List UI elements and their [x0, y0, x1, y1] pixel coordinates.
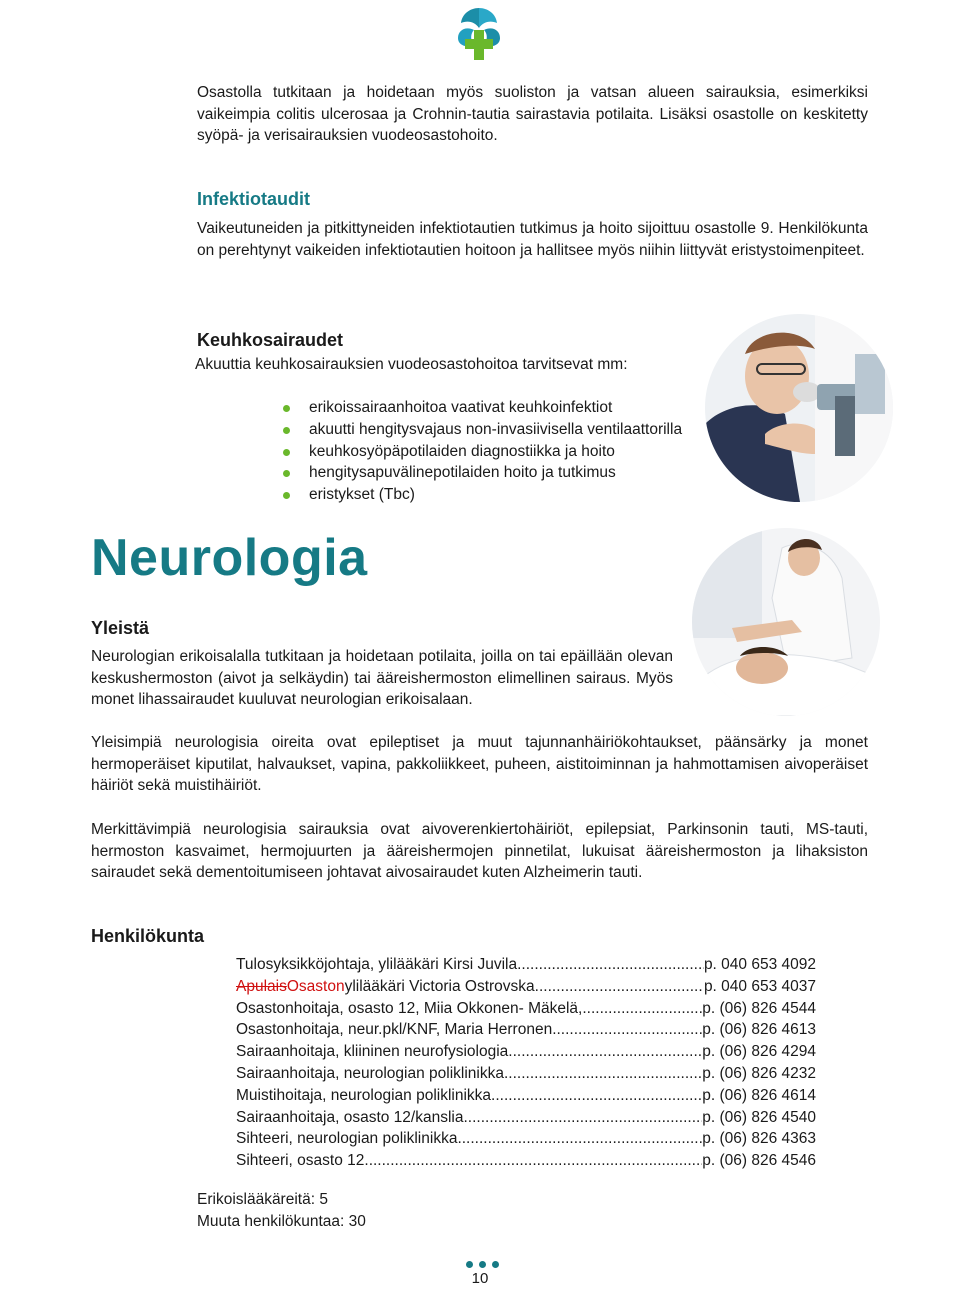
list-item-text: hengitysapuvälinepotilaiden hoito ja tutkimus	[309, 464, 616, 482]
staff-list	[236, 954, 816, 1172]
staff-name: Osastonhoitaja, neur.pkl/KNF, Maria Herronen	[236, 1021, 553, 1039]
neurology-exam-photo	[692, 528, 880, 716]
henkilokunta-heading: Henkilökunta	[91, 926, 205, 946]
list-item	[273, 397, 713, 419]
staff-row	[236, 1085, 816, 1107]
deleted-text: Apulais	[236, 977, 287, 995]
staff-phone: p. (06) 826 4546	[702, 1152, 816, 1170]
staff-row	[236, 1063, 816, 1085]
neurologia-paragraph-1: Neurologian erikoisalalla tutkitaan ja hoidetaan potilaita, joilla on tai epäillään olevan keskushermoston (aivot ja selkäydin) tai ääreishermoston elimellinen sairaus. Myös monet lihassairaudet kuuluvat neurologian erikoisalaan.	[91, 648, 673, 708]
staff-row	[236, 954, 816, 976]
staff-name: Sairaanhoitaja, osasto 12/kanslia	[236, 1108, 464, 1126]
list-item	[273, 441, 713, 463]
dot-leader	[457, 1128, 702, 1150]
list-item-text: erikoissairaanhoitoa vaativat keuhkoinfektiot	[309, 399, 613, 416]
list-item	[273, 462, 713, 484]
muuta-henkilokuntaa-count: Muuta henkilökuntaa: 30	[197, 1213, 366, 1230]
staff-name	[236, 976, 535, 998]
neurologia-paragraph-2: Yleisimpiä neurologisia oireita ovat epileptiset ja muut tajunnanhäiriökohtaukset, päänsärky ja monet hermoperäiset kiputilat, halvaukset, vapina, pakkoliikkeet, puheen, aistitoiminnan ja hahmottamisen aivoperäiset häiriöt sekä muistihäiriöt.	[91, 734, 868, 794]
neurologia-title: Neurologia	[91, 529, 368, 587]
staff-name-rest: ylilääkäri Victoria Ostrovska	[344, 977, 535, 995]
staff-row	[236, 976, 816, 998]
spirometry-photo	[705, 314, 893, 502]
staff-row	[236, 1019, 816, 1041]
staff-phone: p. (06) 826 4540	[702, 1108, 816, 1126]
staff-phone: p. (06) 826 4614	[702, 1086, 816, 1104]
staff-name: Osastonhoitaja, osasto 12, Miia Okkonen- Mäkelä,	[236, 999, 583, 1017]
staff-name: Sairaanhoitaja, kliininen neurofysiologia	[236, 1043, 509, 1061]
staff-row	[236, 1107, 816, 1129]
staff-phone: p. (06) 826 4363	[702, 1130, 816, 1148]
keuhko-heading: Keuhkosairaudet	[197, 330, 344, 350]
bullet-icon	[283, 492, 290, 499]
dot-leader	[582, 998, 702, 1020]
bullet-icon	[283, 405, 290, 412]
staff-row	[236, 998, 816, 1020]
yleista-heading: Yleistä	[91, 618, 150, 638]
staff-phone: p. (06) 826 4613	[702, 1021, 816, 1039]
erikoislaakareita-count: Erikoislääkäreitä: 5	[197, 1191, 328, 1208]
staff-name: Tulosyksikköjohtaja, ylilääkäri Kirsi Juvila	[236, 956, 518, 973]
staff-phone: p. (06) 826 4232	[702, 1064, 816, 1082]
cross-logo	[448, 4, 510, 66]
footer-dots-icon	[466, 1261, 499, 1268]
inserted-text: Osaston	[286, 977, 345, 995]
list-item	[273, 419, 713, 441]
infektiotaudit-heading: Infektiotaudit	[197, 189, 310, 209]
dot-leader	[552, 1019, 702, 1041]
staff-name: Sihteeri, neurologian poliklinikka	[236, 1130, 458, 1148]
dot-leader	[491, 1085, 702, 1107]
dot-leader	[517, 954, 704, 976]
bullet-icon	[283, 427, 290, 434]
dot-leader	[504, 1063, 702, 1085]
staff-name: Sairaanhoitaja, neurologian poliklinikka	[236, 1064, 504, 1082]
staff-row	[236, 1041, 816, 1063]
staff-row	[236, 1150, 816, 1172]
staff-row	[236, 1128, 816, 1150]
infektiotaudit-text: Vaikeutuneiden ja pitkittyneiden infektiotautien tutkimus ja hoito sijoittuu osastolle 9. Henkilökunta on perehtynyt vaikeiden infektiotautien hoitoon ja hallitsee myös niihin liittyvät eristystoimenpiteet.	[197, 220, 868, 259]
bullet-icon	[283, 449, 290, 456]
keuhko-lead: Akuuttia keuhkosairauksien vuodeosastohoitoa tarvitsevat mm:	[195, 356, 628, 373]
staff-phone: p. 040 653 4037	[703, 977, 816, 995]
neurologia-paragraph-3: Merkittävimpiä neurologisia sairauksia ovat aivoverenkiertohäiriöt, epilepsiat, Parkinsonin tauti, MS-tauti, hermoston kasvaimet, hermojuurten ja ääreishermojen pinnetilat, lukuisat ääreishermoston ja lihaksiston sairaudet sekä dementoitumiseen johtavat aivosairaudet kuten Alzheimerin tauti.	[91, 821, 868, 881]
page-number: 10	[471, 1270, 489, 1287]
list-item-text: eristykset (Tbc)	[309, 486, 415, 504]
staff-phone: p. 040 653 4092	[703, 956, 816, 973]
intro-paragraph: Osastolla tutkitaan ja hoidetaan myös suoliston ja vatsan alueen sairauksia, esimerkiksi vaikeimpia colitis ulcerosaa ja Crohnin-tautia sairastavia potilaita. Lisäksi osastolle on keskitetty syöpä- ja verisairauksien vuodeosastohoito.	[197, 84, 868, 144]
keuhko-list	[273, 397, 713, 506]
dot-leader	[535, 976, 704, 998]
staff-name: Muistihoitaja, neurologian poliklinikka	[236, 1086, 492, 1104]
list-item-text: keuhkosyöpäpotilaiden diagnostiikka ja hoito	[309, 442, 615, 460]
list-item-text: akuutti hengitysvajaus non-invasiivisella ventilaattorilla	[309, 420, 683, 438]
dot-leader	[463, 1107, 702, 1129]
dot-leader	[364, 1150, 702, 1172]
bullet-icon	[283, 470, 290, 477]
dot-leader	[508, 1041, 702, 1063]
staff-phone: p. (06) 826 4294	[702, 1043, 816, 1061]
staff-phone: p. (06) 826 4544	[702, 999, 816, 1017]
list-item	[273, 484, 713, 506]
staff-name: Sihteeri, osasto 12	[236, 1152, 365, 1170]
